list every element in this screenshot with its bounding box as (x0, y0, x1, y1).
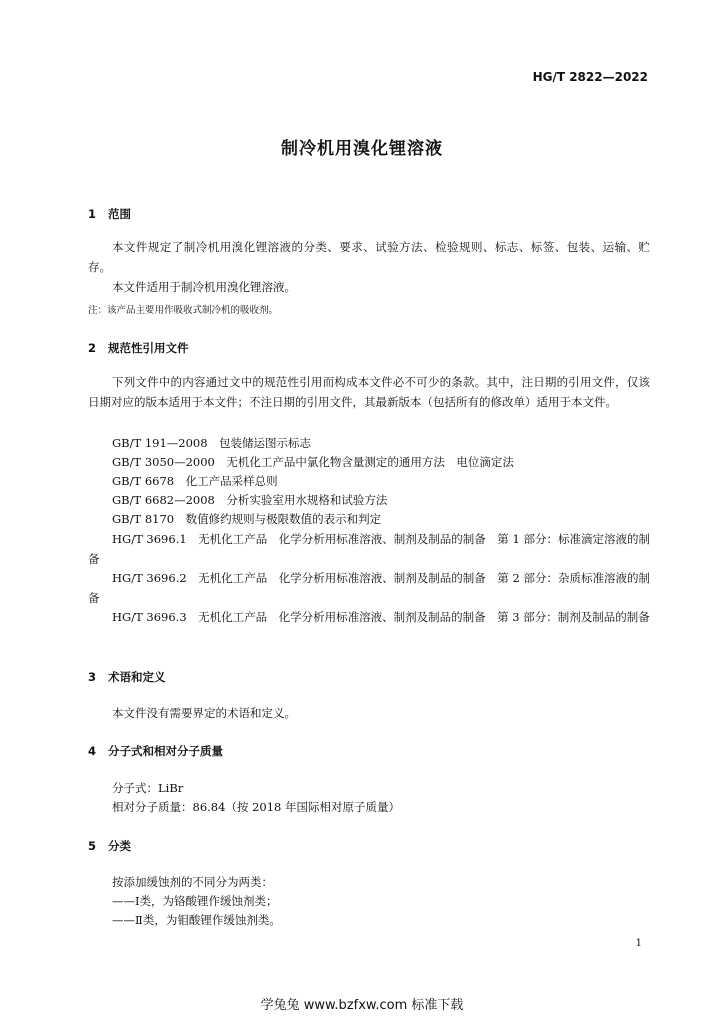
section-4-heading (88, 743, 223, 759)
section-number: 2 (88, 341, 97, 355)
reference-8 (88, 608, 650, 628)
classification-type-1: ——Ⅰ类，为铬酸锂作缓蚀剂类； (112, 894, 278, 908)
section-1-note: 注：该产品主要用作吸收式制冷机的吸收剂。 (88, 305, 279, 316)
molecular-mass: 相对分子质量：86.84（按 2018 年国际相对原子质量） (112, 800, 400, 814)
section-1-heading (88, 206, 131, 222)
section-5-heading (88, 838, 131, 854)
reference-3: GB/T 6678 化工产品采样总则 (112, 474, 278, 488)
section-2-intro (88, 373, 650, 412)
paragraph-text: HG/T 3696.2 无机化工产品 化学分析用标准溶液、制剂及制品的制备 第 2 部分：杂质标准溶液的制备 (88, 571, 650, 605)
section-1-paragraph-2 (88, 278, 650, 298)
reference-2: GB/T 3050—2000 无机化工产品中氯化物含量测定的通用方法 电位滴定法 (112, 455, 514, 469)
section-number: 3 (88, 670, 97, 684)
reference-4: GB/T 6682—2008 分析实验室用水规格和试验方法 (112, 493, 388, 507)
classification-type-2: ——Ⅱ类，为钼酸锂作缓蚀剂类。 (112, 913, 281, 927)
molecular-formula: 分子式：LiBr (112, 781, 184, 795)
paragraph-text: 本文件规定了制冷机用溴化锂溶液的分类、要求、试验方法、检验规则、标志、标签、包装、运输、贮存。 (88, 240, 650, 274)
document-title: 制冷机用溴化锂溶液 (281, 139, 443, 159)
section-number: 1 (88, 207, 97, 221)
section-number: 5 (88, 839, 97, 853)
reference-1: GB/T 191—2008 包装储运图示标志 (112, 436, 312, 450)
section-title: 分子式和相对分子质量 (108, 744, 223, 758)
section-3-paragraph: 本文件没有需要界定的术语和定义。 (112, 706, 296, 720)
paragraph-text: 下列文件中的内容通过文中的规范性引用而构成本文件必不可少的条款。其中，注日期的引用文件，仅该日期对应的版本适用于本文件；不注日期的引用文件，其最新版本（包括所有的修改单）适用于本文件。 (88, 375, 650, 409)
reference-5: GB/T 8170 数值修约规则与极限数值的表示和判定 (112, 512, 382, 526)
section-title: 规范性引用文件 (108, 341, 189, 355)
paragraph-text: 本文件适用于制冷机用溴化锂溶液。 (112, 280, 296, 294)
classification-intro: 按添加缓蚀剂的不同分为两类： (112, 875, 273, 889)
page-number: 1 (635, 938, 642, 949)
section-number: 4 (88, 744, 97, 758)
section-1-paragraph-1 (88, 238, 650, 277)
reference-7 (88, 569, 650, 608)
section-3-heading (88, 669, 166, 685)
standard-code: HG/T 2822—2022 (532, 70, 648, 84)
paragraph-text: HG/T 3696.1 无机化工产品 化学分析用标准溶液、制剂及制品的制备 第 1 部分：标准滴定溶液的制备 (88, 532, 650, 566)
paragraph-text: HG/T 3696.3 无机化工产品 化学分析用标准溶液、制剂及制品的制备 第 3 部分：制剂及制品的制备 (112, 610, 650, 624)
section-title: 分类 (108, 839, 131, 853)
reference-6 (88, 530, 650, 569)
footer-watermark: 学兔兔 www.bzfxw.com 标准下载 (260, 998, 464, 1013)
section-2-heading (88, 340, 189, 356)
section-title: 范围 (108, 207, 131, 221)
section-title: 术语和定义 (108, 670, 166, 684)
